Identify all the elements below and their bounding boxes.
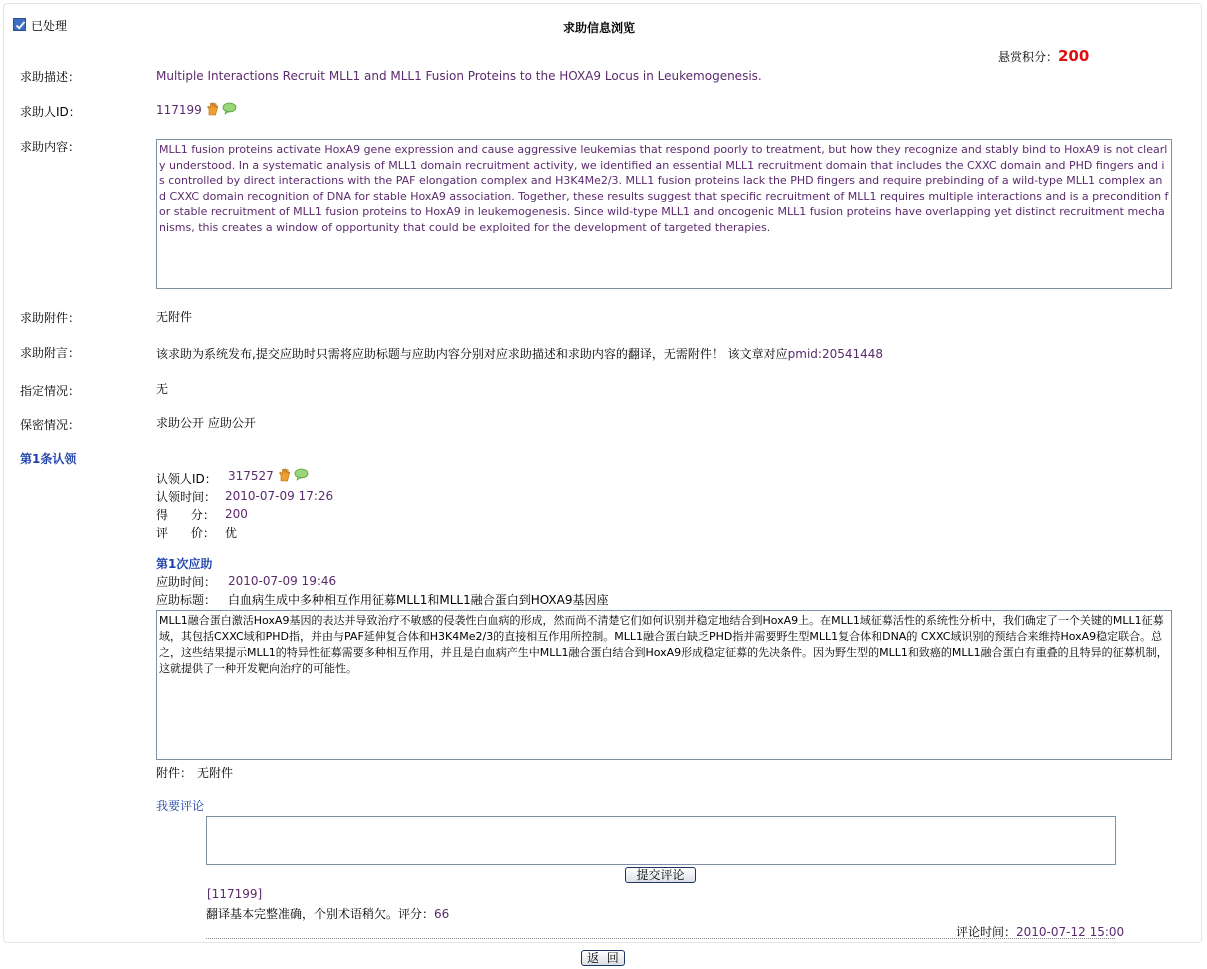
comment-input[interactable] xyxy=(206,816,1116,865)
requester-row xyxy=(156,102,237,117)
response-time-value: 2010-07-09 19:46 xyxy=(228,574,337,588)
privacy-value: 求助公开 应助公开 xyxy=(156,416,256,430)
claim-score-label: 得 分： xyxy=(156,508,215,522)
requester-id-link[interactable]: 117199 xyxy=(156,103,202,117)
description-value: Multiple Interactions Recruit MLL1 and MLL1 Fusion Proteins to the HOXA9 Locus in Leukemogenesis. xyxy=(156,69,762,83)
claimer-id-link[interactable]: 317527 xyxy=(228,469,274,483)
privacy-label: 保密情况： xyxy=(20,418,81,432)
claimer-label: 认领人ID： xyxy=(156,472,217,486)
page-title: 求助信息浏览 xyxy=(563,21,636,35)
hand-icon[interactable] xyxy=(206,102,219,116)
comment-divider xyxy=(206,938,1115,939)
response-time-label: 应助时间： xyxy=(156,575,217,589)
note-pmid: pmid:20541448 xyxy=(787,347,884,361)
comment-score: 66 xyxy=(434,907,450,921)
hand-icon[interactable] xyxy=(278,468,291,482)
claim-eval-value: 优 xyxy=(225,526,238,540)
claim-time-label: 认领时间： xyxy=(156,490,217,504)
description-label: 求助描述： xyxy=(20,70,81,84)
chat-bubble-icon[interactable] xyxy=(222,102,237,115)
response-attachment-value: 无附件 xyxy=(197,766,234,780)
claim-eval-label: 评 价： xyxy=(156,526,215,540)
attachment-label: 求助附件： xyxy=(20,311,81,325)
reward-label: 悬赏积分： xyxy=(998,50,1059,64)
add-comment-link[interactable]: 我要评论 xyxy=(156,799,205,813)
content-label: 求助内容： xyxy=(20,140,81,154)
response-title-value: 白血病生成中多种相互作用征募MLL1和MLL1融合蛋白到HOXA9基因座 xyxy=(228,593,609,607)
assign-value: 无 xyxy=(156,382,169,396)
requester-label: 求助人ID： xyxy=(20,105,81,119)
comment-text: 翻译基本完整准确，个别术语稍欠。评分： xyxy=(206,907,435,921)
comment-time-value: 2010-07-12 15:00 xyxy=(1016,925,1125,939)
claim-time-value: 2010-07-09 17:26 xyxy=(225,489,334,503)
claimer-row xyxy=(228,468,309,483)
note-row xyxy=(156,345,883,362)
assign-label: 指定情况： xyxy=(20,384,81,398)
response-title-label: 应助标题： xyxy=(156,593,217,607)
response-section-title: 第1次应助 xyxy=(156,557,213,571)
request-content-textarea[interactable]: MLL1 fusion proteins activate HoxA9 gene expression and cause aggressive leukemias that respond poorly to treatment, but how they recognize and stably bind to HoxA9 is not clearly understood. In a systematic analysis of MLL1 domain recruitment activity, we identified an essential MLL1 recruitment domain that includes the CXXC domain and PHD fingers and is controlled by direct interactions with the PAF elongation complex and H3K4Me2/3. MLL1 fusion proteins lack the PHD fingers and require prebinding of a wild-type MLL1 complex and CXXC domain recognition of DNA for stable HoxA9 association. Together, these results suggest that specific recruitment of MLL1 requires multiple interactions and is a precondition for stable recruitment of MLL1 fusion proteins to HoxA9 in leukemogenesis. Since wild-type MLL1 and oncogenic MLL1 fusion proteins have overlapping yet distinct recruitment mechanisms, this creates a window of opportunity that could be exploited for the development of targeted therapies. xyxy=(156,139,1172,289)
response-attachment-label: 附件： xyxy=(156,766,193,780)
attachment-value: 无附件 xyxy=(156,310,193,324)
note-label: 求助附言： xyxy=(20,346,81,360)
reward-value: 200 xyxy=(1058,47,1090,65)
comment-text-row xyxy=(206,905,449,922)
comment-user[interactable]: [117199] xyxy=(207,887,263,901)
processed-label: 已处理 xyxy=(31,19,68,33)
claim-section-title: 第1条认领 xyxy=(20,452,77,466)
processed-checkbox[interactable] xyxy=(13,18,26,31)
checkbox-check-icon xyxy=(14,19,27,32)
back-button[interactable]: 返 回 xyxy=(581,950,625,966)
chat-bubble-icon[interactable] xyxy=(294,468,309,481)
comment-time-label: 评论时间： xyxy=(956,925,1017,939)
response-content-textarea[interactable]: MLL1融合蛋白激活HoxA9基因的表达并导致治疗不敏感的侵袭性白血病的形成，然而尚不清楚它们如何识别并稳定地结合到HoxA9上。在MLL1域征募活性的系统性分析中，我们确定了一个关键的MLL1征募域，其包括CXXC域和PHD指，并由与PAF延伸复合体和H3K4Me2/3的直接相互作用所控制。MLL1融合蛋白缺乏PHD指并需要野生型MLL1复合体和DNA的 CXXC域识别的预结合来维持HoxA9稳定联合。总之，这些结果提示MLL1的特异性征募需要多种相互作用，并且是白血病产生中MLL1融合蛋白结合到HoxA9形成稳定征募的先决条件。因为野生型的MLL1和致癌的MLL1融合蛋白有重叠的且特异的征募机制，这就提供了一种开发靶向治疗的可能性。 xyxy=(156,610,1172,760)
note-value: 该求助为系统发布,提交应助时只需将应助标题与应助内容分别对应求助描述和求助内容的翻译，无需附件！ 该文章对应 xyxy=(156,347,788,361)
submit-comment-button[interactable]: 提交评论 xyxy=(625,867,696,883)
claim-score-value: 200 xyxy=(225,507,248,521)
